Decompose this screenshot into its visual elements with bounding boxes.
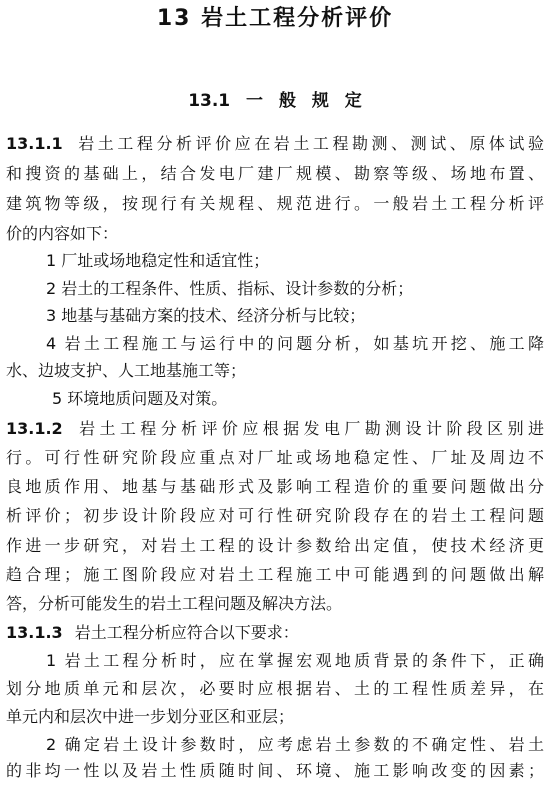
clause-13-1-1-line-2: 和搜资的基础上，结合发电厂建厂规模、勘察等级、场地布置、 [6, 164, 544, 183]
clause-number: 13.1.1 [6, 134, 63, 153]
list-item: 3 地基与基础方案的技术、经济分析与比较； [46, 306, 366, 325]
clause-number: 13.1.3 [6, 623, 63, 642]
clause-13-1-2-line-2: 行。可行性研究阶段应重点对厂址或场地稳定性、厂址及周边不 [6, 448, 544, 467]
clause-13-1-2-line-7: 答，分析可能发生的岩土工程问题及解决方法。 [6, 594, 343, 613]
clause-text: 岩土工程分析应符合以下要求： [74, 623, 299, 642]
section-title: 13.1 一 般 规 定 [188, 91, 362, 111]
clause-text: 岩土工程分析评价应在岩土工程勘测、测试、原体试验 [74, 134, 544, 153]
list-item: 2 岩土的工程条件、性质、指标、设计参数的分析； [46, 279, 414, 298]
clause-13-1-3-line-1 [6, 618, 544, 648]
clause-13-1-2-line-3: 良地质作用、地基与基础形式及影响工程造价的重要问题做出分 [6, 477, 544, 496]
list-item-continued: 水、边坡支护、人工地基施工等； [6, 361, 247, 380]
list-item: 4 岩土工程施工与运行中的问题分析，如基坑开挖、施工降 [46, 334, 544, 353]
clause-13-1-1-line-1 [6, 129, 544, 159]
clause-number: 13.1.2 [6, 419, 63, 438]
clause-13-1-1-line-3: 建筑物等级，按现行有关规程、规范进行。一般岩土工程分析评 [6, 194, 544, 213]
list-item: 1 厂址或场地稳定性和适宜性； [46, 251, 270, 270]
list-item-continued: 的非均一性以及岩土性质随时间、环境、施工影响改变的因素； [6, 761, 544, 780]
list-item: 2 确定岩土设计参数时，应考虑岩土参数的不确定性、岩土 [46, 735, 544, 754]
chapter-title: 13 岩土工程分析评价 [156, 6, 394, 31]
clause-13-1-1-line-4: 价的内容如下： [6, 224, 119, 243]
clause-13-1-2-line-6: 趋合理；施工图阶段应对岩土工程施工中可能遇到的问题做出解 [6, 565, 544, 584]
list-item: 1 岩土工程分析时，应在掌握宏观地质背景的条件下，正确 [46, 651, 544, 670]
clause-13-1-2-line-5: 作进一步研究，对岩土工程的设计参数给出定值，使技术经济更 [6, 536, 544, 555]
clause-13-1-2-line-4: 析评价；初步设计阶段应对可行性研究阶段存在的岩土工程问题 [6, 506, 544, 525]
clause-13-1-2-line-1 [6, 414, 544, 444]
clause-text: 岩土工程分析评价应根据发电厂勘测设计阶段区别进 [74, 419, 544, 438]
list-item-continued: 单元内和层次中进一步划分亚区和亚层； [6, 707, 295, 726]
list-item: 5 环境地质问题及对策。 [52, 389, 228, 408]
list-item-continued: 划分地质单元和层次，必要时应根据岩、土的工程性质差异，在 [6, 679, 544, 698]
